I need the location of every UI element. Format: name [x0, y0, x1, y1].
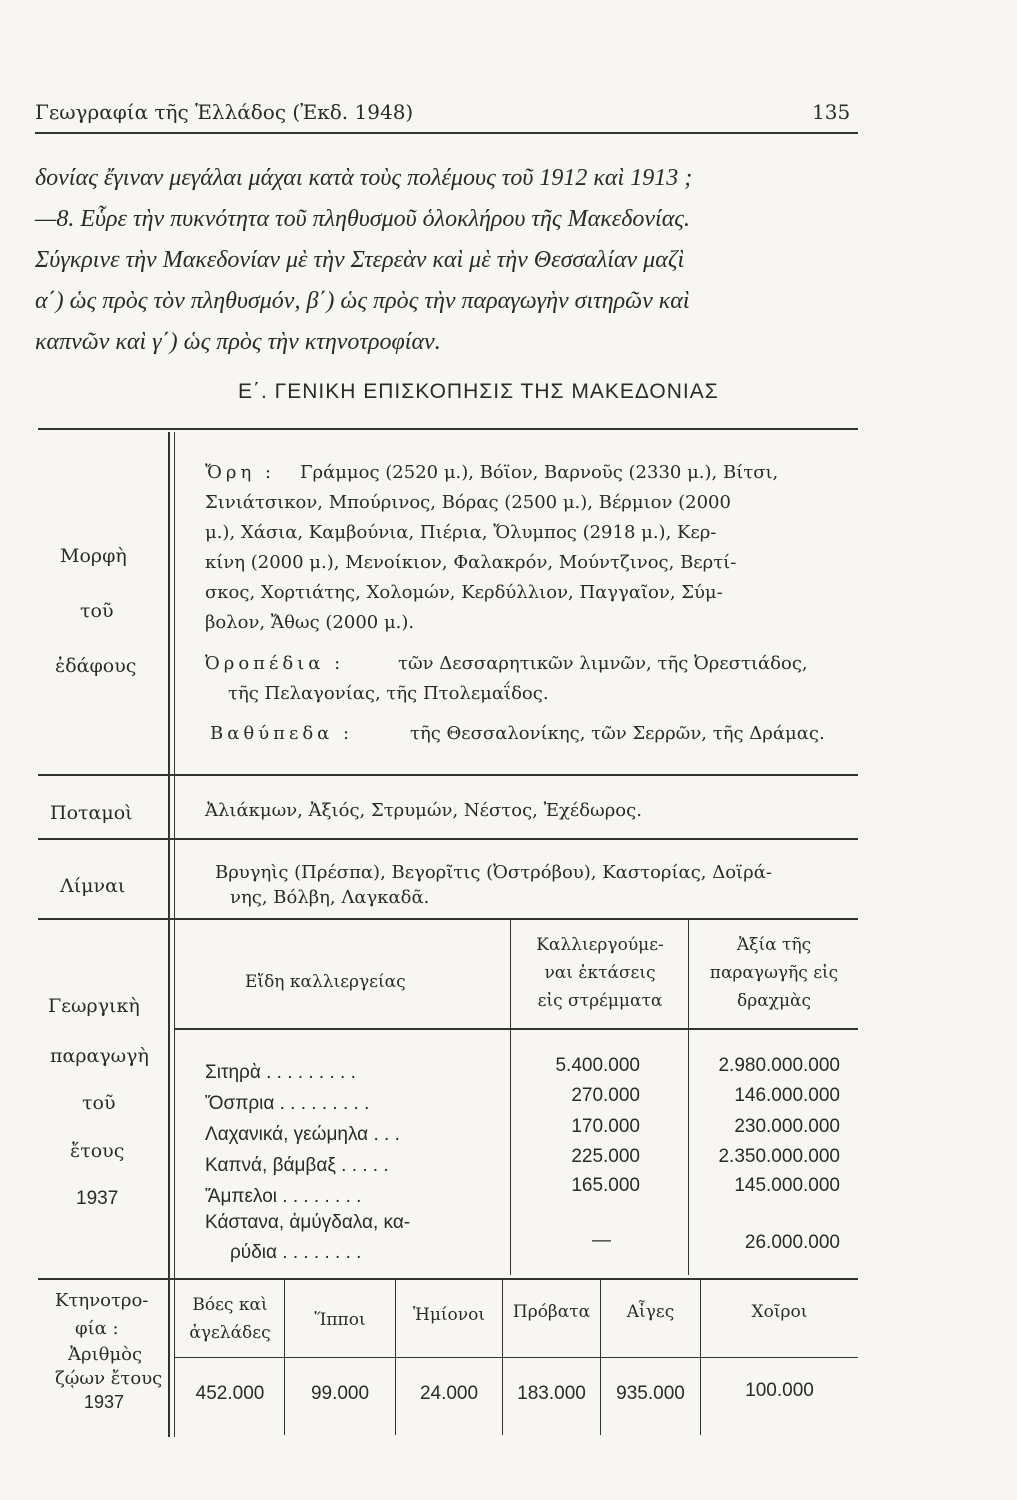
vathypeda-text: τῆς Θεσσαλονίκης, τῶν Σερρῶν, τῆς Δράμας. [410, 723, 825, 744]
crop-name: Ἄμπελοι . . . . . . . . [205, 1186, 362, 1207]
oropedia-line: τῶν Δεσσαρητικῶν λιμνῶν, τῆς Ὀρεστιάδος, [398, 653, 808, 674]
label-divider-2 [174, 432, 175, 1437]
value-header: δραχμὰς [736, 991, 812, 1011]
intro-line: α΄) ὡς πρὸς τὸν πληθυσμόν, β΄) ὡς πρὸς τὴν παραγωγὴν σιτηρῶν καὶ [35, 288, 690, 314]
crop-area: 225.000 [571, 1146, 640, 1167]
value-sheep: 183.000 [517, 1383, 586, 1404]
area-header: εἰς στρέμματα [537, 991, 663, 1011]
value-goats: 935.000 [616, 1383, 685, 1404]
value-cattle: 452.000 [195, 1383, 265, 1404]
rule-potamoi [38, 838, 858, 840]
ori-line: κίνη (2000 μ.), Μενοίκιον, Φαλακρόν, Μούντζινος, Βερτί- [205, 552, 737, 573]
ktinotrofia-label: Κτηνοτρο- [55, 1290, 149, 1311]
crop-area: 170.000 [571, 1116, 640, 1137]
georgiki-label: ἔτους [70, 1140, 125, 1162]
value-pigs: 100.000 [745, 1380, 814, 1401]
intro-line: καπνῶν καὶ γ΄) ὡς πρὸς τὴν κτηνοτροφίαν. [35, 329, 441, 355]
ktinotrofia-label: Ἀριθμὸς [68, 1344, 143, 1365]
ori-line: σκος, Χορτιάτης, Χολομών, Κερδύλλιον, Παγγαῖον, Σύμ- [205, 582, 723, 603]
crop-value: 230.000.000 [734, 1116, 840, 1137]
oropedia-line: τῆς Πελαγονίας, τῆς Πτολεμαΐδος. [228, 683, 549, 704]
ori-label: Ὄρη : [205, 462, 276, 483]
ori-line: Γράμμος (2520 μ.), Βόϊον, Βαρνοῦς (2330 μ.), Βίτσι, [300, 462, 779, 483]
header-mules: Ἡμίονοι [412, 1305, 486, 1325]
ori-line: μ.), Χάσια, Καμβούνια, Πιέρια, Ὄλυμπος (2918 μ.), Κερ- [205, 522, 717, 543]
crop-name: Κάστανα, ἀμύγδαλα, κα- [205, 1212, 411, 1233]
value-header: παραγωγῆς εἰς [709, 963, 839, 983]
rule-crop-header [175, 1028, 858, 1030]
crop-area: 270.000 [571, 1085, 640, 1106]
morfi-label: τοῦ [80, 600, 114, 622]
crop-name: ρύδια . . . . . . . . [230, 1242, 362, 1263]
area-header: ναι ἐκτάσεις [544, 963, 656, 983]
ktinotrofia-label: φία : [75, 1318, 119, 1339]
value-header: Ἀξία τῆς [736, 935, 812, 955]
ktinotrofia-label: 1937 [84, 1392, 125, 1412]
page-number: 135 [812, 100, 851, 124]
animal-col-divider [284, 1280, 285, 1435]
potamoi-label: Ποταμοὶ [50, 802, 133, 824]
crop-name: Σιτηρὰ . . . . . . . . . [205, 1062, 356, 1083]
value-horses: 99.000 [310, 1383, 370, 1404]
vathypeda-label: Βαθύπεδα : [210, 723, 354, 744]
intro-line: δονίας ἔγιναν μεγάλαι μάχαι κατὰ τοὺς πολέμους τοῦ 1912 καὶ 1913 ; [35, 165, 693, 191]
header-cattle: Βόες καὶ [192, 1295, 268, 1315]
value-mules: 24.000 [419, 1383, 479, 1404]
rule-morfi [38, 774, 858, 776]
header-rule [35, 132, 858, 134]
label-divider [168, 432, 170, 1437]
crop-area: 165.000 [571, 1175, 640, 1196]
morfi-label: ἐδάφους [55, 655, 137, 677]
limnai-line: νης, Βόλβη, Λαγκαδᾶ. [230, 887, 430, 908]
crop-name: Καπνά, βάμβαξ . . . . . [205, 1155, 389, 1176]
georgiki-label: Γεωργικὴ [48, 995, 140, 1017]
ori-line: βολον, Ἄθως (2000 μ.). [205, 612, 415, 633]
header-horses: Ἵπποι [314, 1310, 366, 1330]
animal-col-divider [395, 1280, 396, 1435]
rule-limnai [38, 918, 858, 920]
area-header: Καλλιεργούμε- [536, 935, 664, 955]
georgiki-label: τοῦ [82, 1092, 116, 1114]
crop-col-divider-2 [688, 920, 689, 1275]
running-title: Γεωγραφία τῆς Ἑλλάδος (Ἐκδ. 1948) [35, 100, 414, 124]
limnai-label: Λίμναι [60, 875, 126, 897]
crop-value: 146.000.000 [734, 1085, 840, 1106]
ori-line: Σινιάτσικον, Μπούρινος, Βόρας (2500 μ.), Βέρμιον (2000 [205, 492, 731, 513]
limnai-line: Βρυγηὶς (Πρέσπα), Βεγορῖτις (Ὀστρόβου), Καστορίας, Δοϊρά- [215, 862, 772, 883]
rule-georgiki [38, 1278, 858, 1280]
crop-value: 2.350.000.000 [718, 1146, 840, 1167]
header-sheep: Πρόβατα [512, 1302, 591, 1322]
crop-value: 145.000.000 [734, 1175, 840, 1196]
ktinotrofia-label: ζῴων ἔτους [55, 1368, 163, 1389]
oropedia-label: Ὀροπέδια : [205, 653, 345, 674]
crop-name: Ὄσπρια . . . . . . . . . [205, 1093, 370, 1114]
morfi-label: Μορφὴ [60, 545, 127, 567]
crop-col-divider-1 [510, 920, 511, 1275]
crop-name: Λαχανικά, γεώμηλα . . . [205, 1124, 400, 1145]
crop-type-header: Εἴδη καλλιεργείας [245, 972, 406, 992]
crop-area: 5.400.000 [555, 1055, 640, 1076]
intro-line: Σύγκρινε τὴν Μακεδονίαν μὲ τὴν Στερεὰν καὶ μὲ τὴν Θεσσαλίαν μαζὶ [35, 247, 685, 273]
header-cattle: ἀγελάδες [189, 1323, 271, 1343]
crop-value: 26.000.000 [744, 1232, 840, 1253]
georgiki-label: 1937 [76, 1188, 119, 1209]
potamoi-text: Ἀλιάκμων, Ἀξιός, Στρυμών, Νέστος, Ἐχέδωρος. [205, 800, 642, 821]
georgiki-label: παραγωγὴ [50, 1045, 149, 1067]
table-top-rule [38, 428, 858, 430]
crop-value: 2.980.000.000 [718, 1055, 840, 1076]
animal-header-rule [175, 1357, 858, 1358]
header-pigs: Χοῖροι [751, 1302, 808, 1322]
section-title: Ε΄. ΓΕΝΙΚΗ ΕΠΙΣΚΟΠΗΣΙΣ ΤΗΣ ΜΑΚΕΔΟΝΙΑΣ [238, 380, 719, 403]
intro-line: —8. Εὗρε τὴν πυκνότητα τοῦ πληθυσμοῦ ὁλοκλήρου τῆς Μακεδονίας. [35, 206, 691, 232]
header-goats: Αἶγες [626, 1302, 675, 1322]
crop-area: — [592, 1230, 611, 1251]
